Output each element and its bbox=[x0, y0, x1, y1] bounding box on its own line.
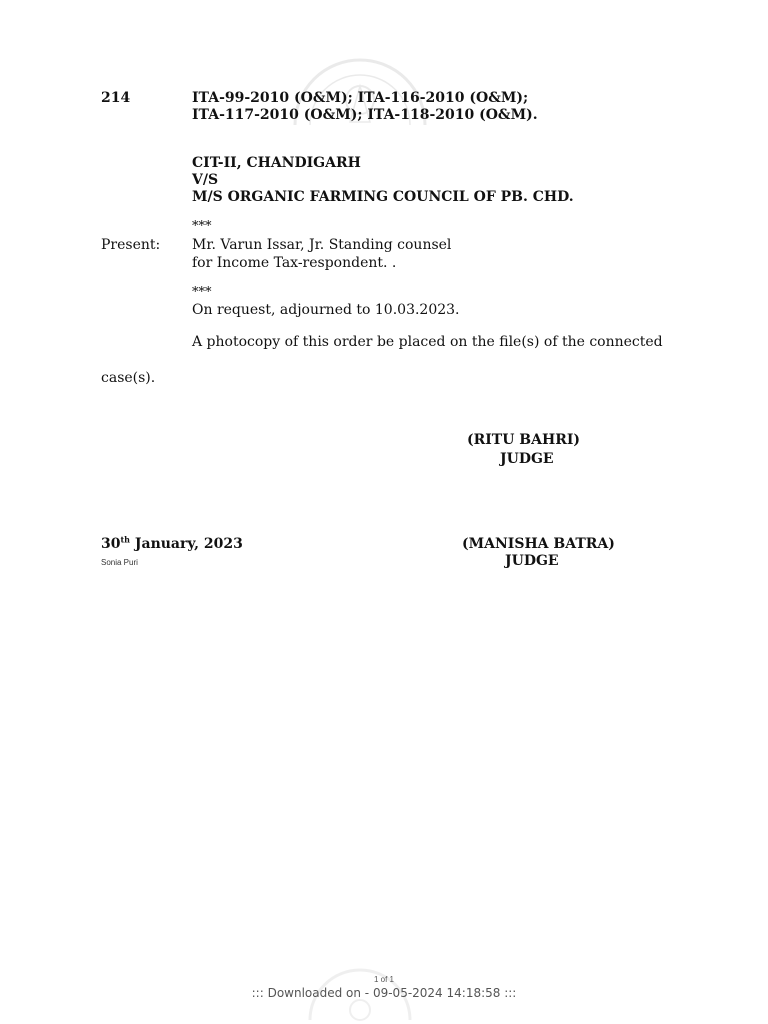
separator-stars: *** bbox=[192, 219, 212, 234]
versus-label: V/S bbox=[192, 172, 219, 188]
stenographer-name: Sonia Puri bbox=[101, 558, 138, 567]
date-day: 30 bbox=[101, 536, 121, 552]
date-suffix: th bbox=[120, 534, 130, 545]
appellant-name: CIT-II, CHANDIGARH bbox=[192, 155, 361, 171]
case-numbers-line-1: ITA-99-2010 (O&M); ITA-116-2010 (O&M); bbox=[192, 90, 529, 106]
case-numbers-line-2: ITA-117-2010 (O&M); ITA-118-2010 (O&M). bbox=[192, 107, 538, 123]
counsel-line-1: Mr. Varun Issar, Jr. Standing counsel bbox=[192, 237, 452, 253]
separator-stars: *** bbox=[192, 285, 212, 300]
date-month-year: January, 2023 bbox=[130, 536, 243, 552]
judge-title: JUDGE bbox=[505, 553, 559, 569]
present-label: Present: bbox=[101, 237, 161, 253]
judge-name: (MANISHA BATRA) bbox=[462, 536, 615, 552]
photocopy-order-line-1: A photocopy of this order be placed on the file(s) of the connected bbox=[192, 334, 663, 350]
page-number: 1 of 1 bbox=[373, 975, 394, 984]
serial-number: 214 bbox=[101, 90, 131, 106]
respondent-name: M/S ORGANIC FARMING COUNCIL OF PB. CHD. bbox=[192, 189, 574, 205]
judge-name: (RITU BAHRI) bbox=[467, 432, 581, 448]
photocopy-order-line-2: case(s). bbox=[101, 370, 156, 386]
counsel-line-2: for Income Tax-respondent. . bbox=[192, 255, 397, 271]
adjournment-order: On request, adjourned to 10.03.2023. bbox=[192, 302, 460, 318]
judge-title: JUDGE bbox=[500, 451, 554, 467]
order-date bbox=[101, 536, 243, 552]
download-timestamp: ::: Downloaded on - 09-05-2024 14:18:58 ::: bbox=[251, 986, 517, 1000]
